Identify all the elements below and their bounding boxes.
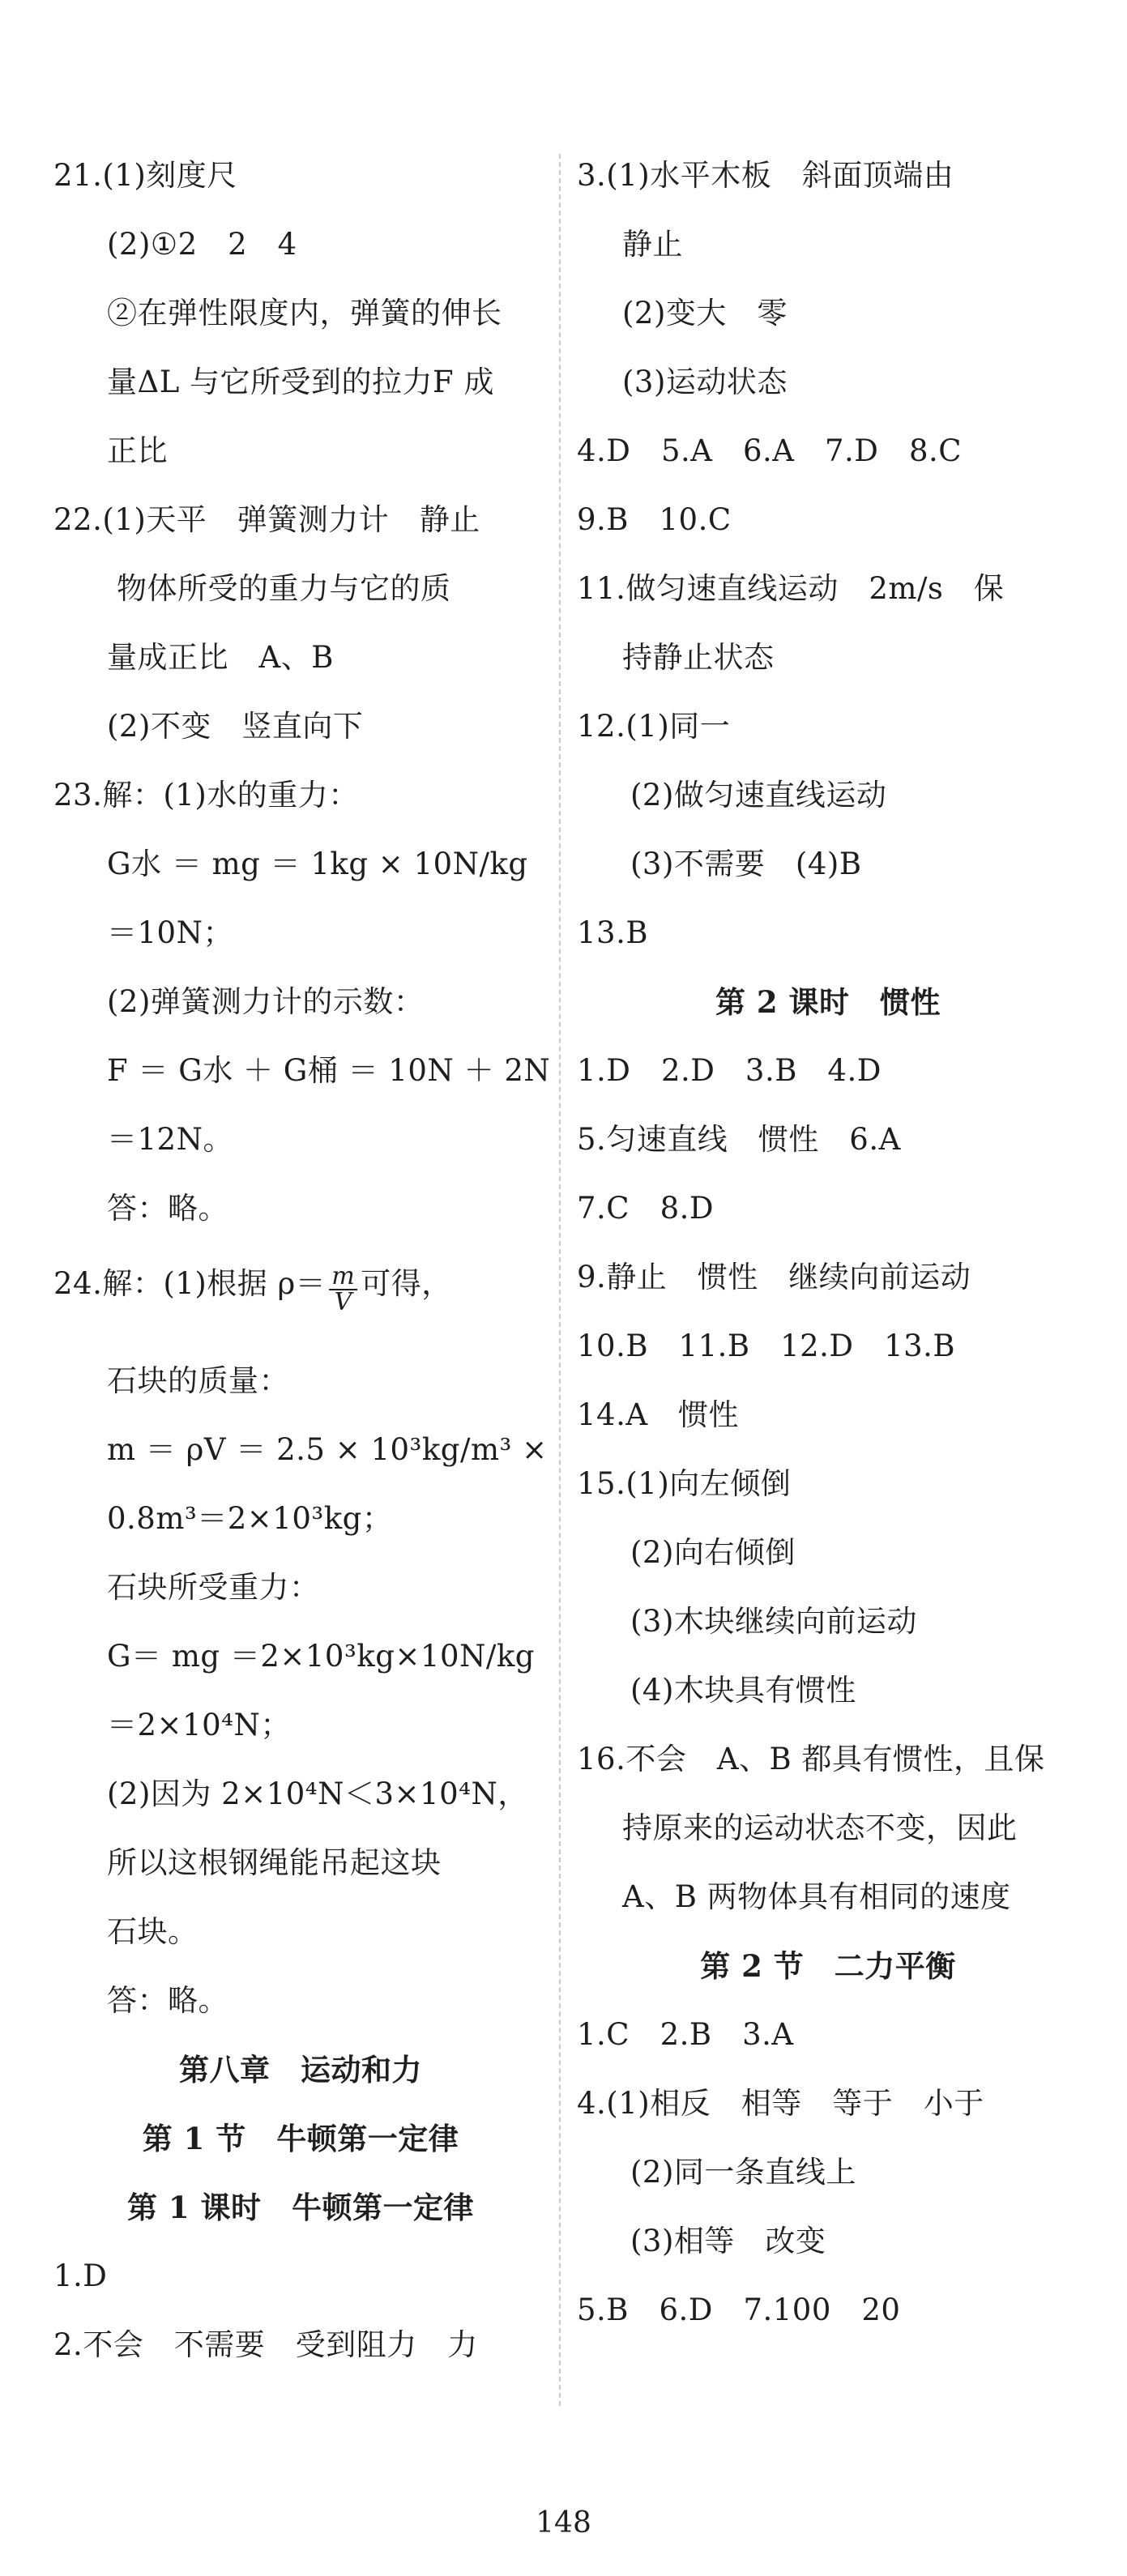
- answer-line: ②在弹性限度内，弹簧的伸长: [107, 296, 502, 331]
- answer-line: (2)变大 零: [622, 296, 788, 331]
- answer-line: 1.D 2.D 3.B 4.D: [577, 1053, 882, 1088]
- answer-line: (2)向右倾倒: [630, 1535, 796, 1570]
- answer-line: 石块所受重力：: [107, 1570, 320, 1605]
- answer-line: 5.匀速直线 惯性 6.A: [577, 1122, 901, 1157]
- answer-line: 静止: [622, 227, 683, 262]
- answer-line: 5.B 6.D 7.100 20: [577, 2292, 901, 2327]
- section-heading: 第 1 节 牛顿第一定律: [142, 2121, 459, 2156]
- answer-line: (2)同一条直线上: [630, 2155, 856, 2190]
- answer-line: (2)弹簧测力计的示数：: [107, 984, 425, 1019]
- answer-line: (2)不变 竖直向下: [107, 709, 364, 744]
- answer-line: (2)因为 2×10⁴N＜3×10⁴N，: [107, 1776, 528, 1811]
- answer-line: (3)运动状态: [622, 365, 788, 399]
- answer-line: (2)做匀速直线运动: [630, 778, 887, 812]
- lesson-heading: 第 2 课时 惯性: [715, 984, 941, 1020]
- answer-line: 量成正比 A、B: [107, 640, 334, 675]
- answer-line: 11.做匀速直线运动 2m/s 保: [577, 571, 1005, 606]
- formula-line: ＝2×10⁴N；: [107, 1708, 291, 1742]
- answer-line: 10.B 11.B 12.D 13.B: [577, 1329, 956, 1363]
- chapter-heading: 第八章 运动和力: [179, 2052, 422, 2088]
- formula-line: G水 ＝ mg ＝ 1kg × 10N/kg: [107, 847, 528, 881]
- page-number: 148: [536, 2506, 591, 2540]
- formula-line: G＝ mg ＝2×10³kg×10N/kg: [107, 1639, 535, 1674]
- answer-line: 持静止状态: [622, 640, 775, 675]
- answer-line: 正比: [107, 433, 168, 468]
- answer-line: 答：略。: [107, 1191, 228, 1226]
- answer-line: (3)木块继续向前运动: [630, 1604, 917, 1639]
- answer-line: 4.(1)相反 相等 等于 小于: [577, 2086, 984, 2121]
- answer-line: 4.D 5.A 6.A 7.D 8.C: [577, 433, 963, 468]
- formula-line: m ＝ ρV ＝ 2.5 × 10³kg/m³ ×: [107, 1432, 548, 1467]
- answer-line: 14.A 惯性: [577, 1397, 740, 1432]
- answer-line: 9.B 10.C: [577, 502, 732, 537]
- answer-line: 7.C 8.D: [577, 1191, 715, 1226]
- answer-line: 15.(1)向左倾倒: [577, 1466, 792, 1501]
- answer-line: 石块。: [107, 1914, 199, 1949]
- answer-line: (4)木块具有惯性: [630, 1673, 856, 1708]
- answer-line: 物体所受的重力与它的质: [117, 571, 451, 606]
- answer-line: 16.不会 A、B 都具有惯性，且保: [577, 1742, 1045, 1776]
- fraction-denominator: V: [334, 1288, 352, 1317]
- answer-line: 12.(1)同一: [577, 709, 731, 744]
- answer-line: 2.不会 不需要 受到阻力 力: [53, 2327, 478, 2362]
- answer-text: 24.解：(1)根据 ρ＝: [53, 1266, 327, 1301]
- answer-line: 22.(1)天平 弹簧测力计 静止: [53, 502, 480, 537]
- answer-line: [53, 1264, 452, 1315]
- answer-line: 答：略。: [107, 1983, 228, 2018]
- formula-line: 0.8m³＝2×10³kg；: [107, 1501, 393, 1536]
- answer-line: (3)相等 改变: [630, 2224, 826, 2258]
- answer-line: 持原来的运动状态不变，因此: [622, 1810, 1018, 1845]
- density-fraction: [329, 1262, 357, 1317]
- answer-line: 1.D: [53, 2258, 108, 2293]
- answer-line: 石块的质量：: [107, 1363, 289, 1398]
- lesson-heading: 第 1 课时 牛顿第一定律: [126, 2190, 474, 2225]
- answer-line: A、B 两物体具有相同的速度: [622, 1879, 1011, 1914]
- answer-line: 3.(1)水平木板 斜面顶端由: [577, 158, 954, 193]
- answer-line: 1.C 2.B 3.A: [577, 2017, 794, 2052]
- formula-suffix: 可得，: [361, 1266, 452, 1301]
- answer-line: 13.B: [577, 915, 649, 950]
- column-divider: [559, 154, 561, 2406]
- answer-line: 所以这根钢绳能吊起这块: [107, 1845, 442, 1880]
- formula-line: ＝12N。: [107, 1122, 233, 1157]
- answer-line: 量ΔL 与它所受到的拉力F 成: [107, 365, 494, 399]
- answer-line: 23.解：(1)水的重力：: [53, 778, 359, 812]
- formula-line: F ＝ G水 ＋ G桶 ＝ 10N ＋ 2N: [107, 1053, 551, 1088]
- formula-line: ＝10N；: [107, 915, 233, 950]
- answer-line: 9.静止 惯性 继续向前运动: [577, 1260, 971, 1294]
- section-heading: 第 2 节 二力平衡: [700, 1948, 956, 1984]
- answer-line: (3)不需要 (4)B: [630, 847, 862, 881]
- fraction-numerator: m: [329, 1265, 357, 1290]
- answer-line: (2)①2 2 4: [107, 227, 297, 262]
- answer-line: 21.(1)刻度尺: [53, 158, 237, 193]
